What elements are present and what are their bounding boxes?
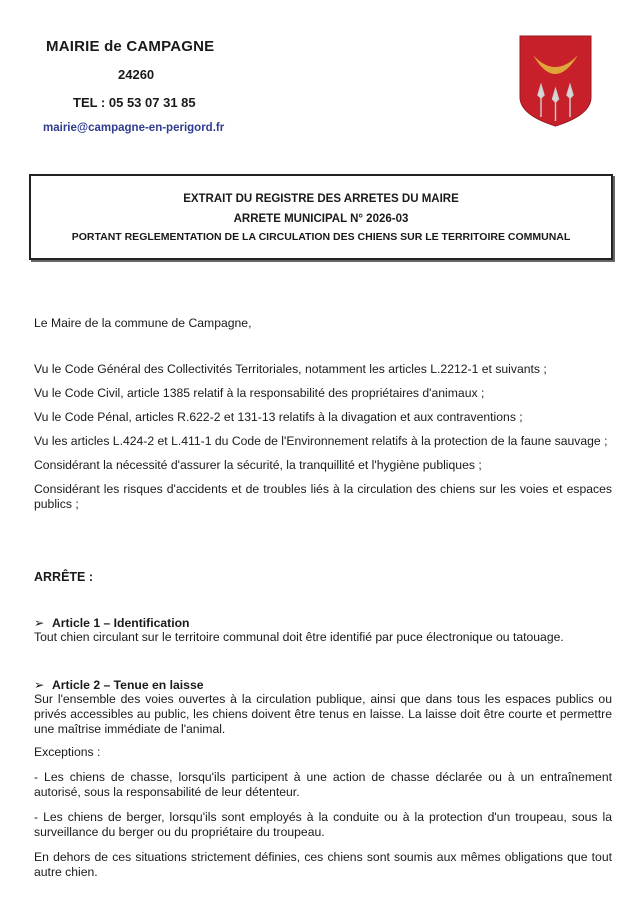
arrete-subject: PORTANT REGLEMENTATION DE LA CIRCULATION DES CHIENS SUR LE TERRITOIRE COMMUNAL	[71, 231, 571, 243]
article-2-text: Sur l'ensemble des voies ouvertes à la circulation publique, ainsi que dans tous les espaces publics ou privés accessibles au public, les chiens doivent être tenus en laisse. La laisse doit être courte et permettre une maîtrise immédiate de l'animal.	[34, 692, 612, 736]
exceptions-label: Exceptions :	[34, 745, 101, 759]
preamble-intro: Le Maire de la commune de Campagne,	[34, 316, 252, 330]
article-1-heading	[34, 616, 189, 630]
telephone: TEL : 05 53 07 31 85	[73, 95, 196, 110]
arrow-bullet-icon: ➢	[34, 616, 45, 630]
register-title: EXTRAIT DU REGISTRE DES ARRETES DU MAIRE	[183, 193, 459, 205]
arrete-heading: ARRÊTE :	[34, 570, 94, 584]
mairie-name: MAIRIE de CAMPAGNE	[46, 38, 215, 55]
postal-code: 24260	[118, 67, 155, 82]
vu-item: Vu le Code Général des Collectivités Territoriales, notamment les articles L.2212-1 et suivants ;	[34, 362, 547, 376]
vu-item: Vu le Code Pénal, articles R.622-2 et 131-13 relatifs à la divagation et aux contraventions ;	[34, 410, 523, 424]
vu-item: Vu les articles L.424-2 et L.411-1 du Code de l'Environnement relatifs à la protection de la faune sauvage ;	[34, 434, 608, 448]
exception-item: - Les chiens de berger, lorsqu'ils sont employés à la conduite ou à la protection d'un troupeau, sous la surveillance du berger ou du propriétaire du troupeau.	[34, 810, 612, 839]
vu-item: Vu le Code Civil, article 1385 relatif à la responsabilité des propriétaires d'animaux ;	[34, 386, 485, 400]
arrow-bullet-icon: ➢	[34, 678, 45, 692]
email-address: mairie@campagne-en-perigord.fr	[43, 122, 225, 134]
article-2-closing: En dehors de ces situations strictement définies, ces chiens sont soumis aux mêmes obligations que tout autre chien.	[34, 850, 612, 879]
article-2-title: Article 2 – Tenue en laisse	[52, 678, 204, 692]
coat-of-arms-icon	[519, 35, 592, 127]
arrete-number: ARRETE MUNICIPAL N° 2026-03	[233, 213, 409, 225]
title-box	[29, 174, 613, 260]
exception-item: - Les chiens de chasse, lorsqu'ils participent à une action de chasse déclarée ou à un entraînement autorisé, sous la responsabilité de leur détenteur.	[34, 770, 612, 799]
article-1-text: Tout chien circulant sur le territoire communal doit être identifié par puce électronique ou tatouage.	[34, 630, 564, 644]
article-1-title: Article 1 – Identification	[52, 616, 190, 630]
considerant-item: Considérant la nécessité d'assurer la sécurité, la tranquillité et l'hygiène publiques ;	[34, 458, 482, 472]
article-2-heading	[34, 678, 204, 692]
considerant-item: Considérant les risques d'accidents et de troubles liés à la circulation des chiens sur les voies et espaces publics ;	[34, 482, 612, 511]
